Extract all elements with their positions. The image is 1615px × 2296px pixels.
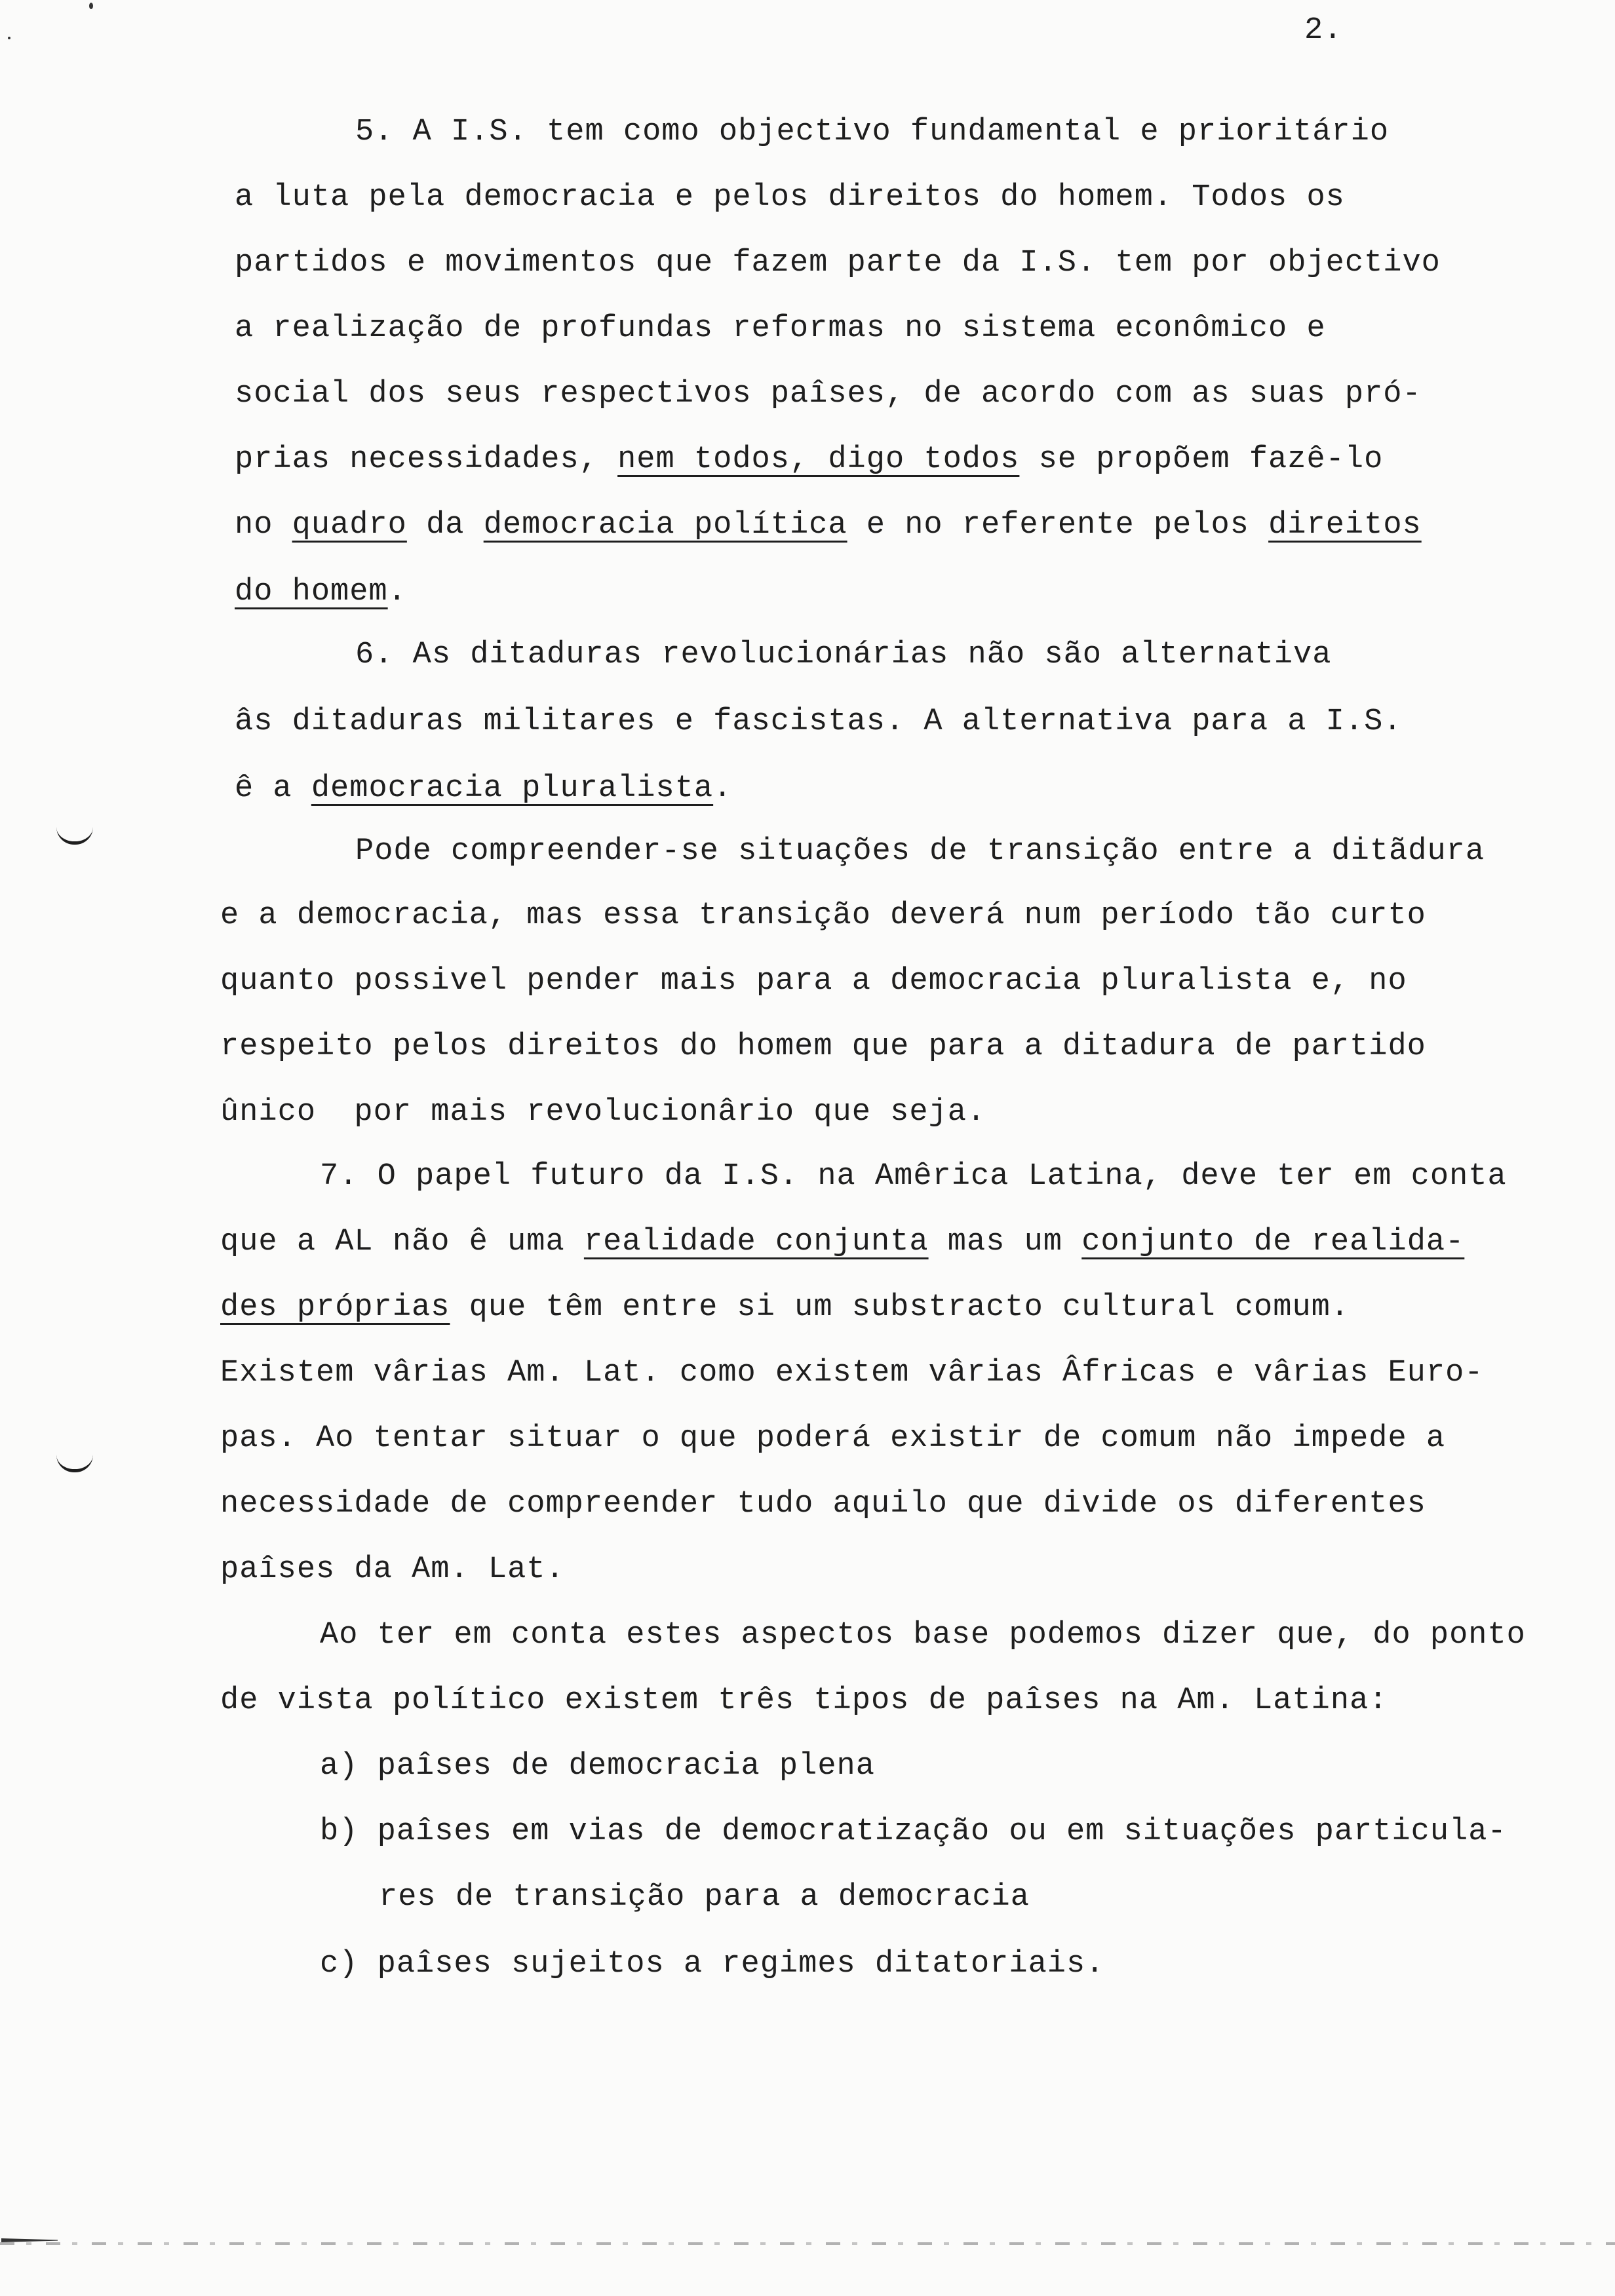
paragraph-7-line-2 bbox=[220, 1227, 1464, 1257]
scan-bottom-artifact bbox=[0, 2242, 1615, 2245]
paragraph-5-line-3: partidos e movimentos que fazem parte da I.S. tem por objectivo bbox=[235, 246, 1441, 280]
text-run: . bbox=[713, 771, 733, 806]
text-run: mas um bbox=[928, 1225, 1082, 1259]
paragraph-5-line-6 bbox=[235, 444, 1383, 475]
underlined-phrase: democracia pluralista bbox=[311, 771, 714, 806]
paragraph-5-line-2: a luta pela democracia e pelos direitos do homem. Todos os bbox=[235, 180, 1345, 215]
paragraph-5-line-7 bbox=[235, 510, 1422, 541]
paragraph-6b-line-5: ûnico por mais revolucionârio que seja. bbox=[220, 1095, 986, 1130]
scan-speck bbox=[8, 37, 10, 39]
margin-bracket-mark bbox=[56, 1455, 93, 1472]
paragraph-7-line-5: pas. Ao tentar situar o que poderá existir de comum não impede a bbox=[220, 1421, 1446, 1456]
list-item-b-line-2: res de transição para a democracia bbox=[379, 1880, 1030, 1915]
list-item-c: c) paîses sujeitos a regimes ditatoriais. bbox=[320, 1947, 1105, 1981]
margin-bracket-mark bbox=[56, 827, 93, 845]
underlined-phrase: realidade conjunta bbox=[583, 1225, 929, 1259]
text-run: da bbox=[406, 508, 484, 543]
underlined-phrase: nem todos, digo todos bbox=[617, 442, 1020, 477]
text-run: . bbox=[387, 575, 407, 609]
list-item-b-line-1: b) paîses em vias de democratização ou em situações particula- bbox=[320, 1814, 1507, 1849]
paragraph-6-line-1: 6. As ditaduras revolucionárias não são alternativa bbox=[355, 638, 1332, 672]
paragraph-6b-line-2: e a democracia, mas essa transição deverá num período tão curto bbox=[220, 898, 1426, 933]
text-run: que têm entre si um substracto cultural comum. bbox=[450, 1290, 1350, 1325]
paragraph-7-line-3 bbox=[220, 1292, 1350, 1323]
paragraph-7-line-7: paîses da Am. Lat. bbox=[220, 1552, 565, 1587]
scan-speck bbox=[89, 3, 93, 9]
paragraph-8-line-1: Ao ter em conta estes aspectos base podemos dizer que, do ponto bbox=[320, 1618, 1526, 1653]
text-run: e no referente pelos bbox=[847, 508, 1269, 543]
text-run: se propõem fazê-lo bbox=[1019, 442, 1384, 477]
underlined-phrase: conjunto de realida- bbox=[1081, 1225, 1465, 1259]
paragraph-5-line-1: 5. A I.S. tem como objectivo fundamental e prioritário bbox=[355, 115, 1390, 149]
underlined-phrase: democracia política bbox=[483, 508, 847, 543]
underlined-phrase: des próprias bbox=[220, 1290, 450, 1325]
paragraph-8-line-2: de vista político existem três tipos de paîses na Am. Latina: bbox=[220, 1683, 1388, 1718]
text-run: prias necessidades, bbox=[235, 442, 618, 477]
paragraph-6-line-2: âs ditaduras militares e fascistas. A alternativa para a I.S. bbox=[235, 704, 1403, 739]
paragraph-6b-line-3: quanto possivel pender mais para a democracia pluralista e, no bbox=[220, 964, 1407, 999]
paragraph-7-line-4: Existem vârias Am. Lat. como existem vârias Âfricas e vârias Euro- bbox=[220, 1356, 1484, 1390]
underlined-phrase: quadro bbox=[292, 508, 407, 543]
paragraph-5-line-4: a realização de profundas reformas no sistema econômico e bbox=[235, 311, 1326, 346]
text-run: no bbox=[235, 508, 292, 543]
text-run: que a AL não ê uma bbox=[220, 1225, 584, 1259]
paragraph-7-line-1: 7. O papel futuro da I.S. na Amêrica Latina, deve ter em conta bbox=[320, 1159, 1507, 1194]
underlined-phrase: do homem bbox=[235, 575, 388, 609]
paragraph-6b-line-4: respeito pelos direitos do homem que para a ditadura de partido bbox=[220, 1029, 1426, 1064]
list-item-a: a) paîses de democracia plena bbox=[320, 1749, 875, 1784]
paragraph-6-line-3 bbox=[235, 773, 732, 804]
paragraph-5-line-5: social dos seus respectivos paîses, de acordo com as suas pró- bbox=[235, 377, 1422, 411]
paragraph-7-line-6: necessidade de compreender tudo aquilo que divide os diferentes bbox=[220, 1487, 1426, 1521]
text-run: ê a bbox=[235, 771, 311, 806]
paragraph-5-line-8 bbox=[235, 577, 407, 607]
paragraph-6b-line-1: Pode compreender-se situações de transição entre a ditãdura bbox=[355, 834, 1485, 869]
underlined-phrase: direitos bbox=[1268, 508, 1422, 543]
page-number: 2. bbox=[1304, 13, 1343, 48]
